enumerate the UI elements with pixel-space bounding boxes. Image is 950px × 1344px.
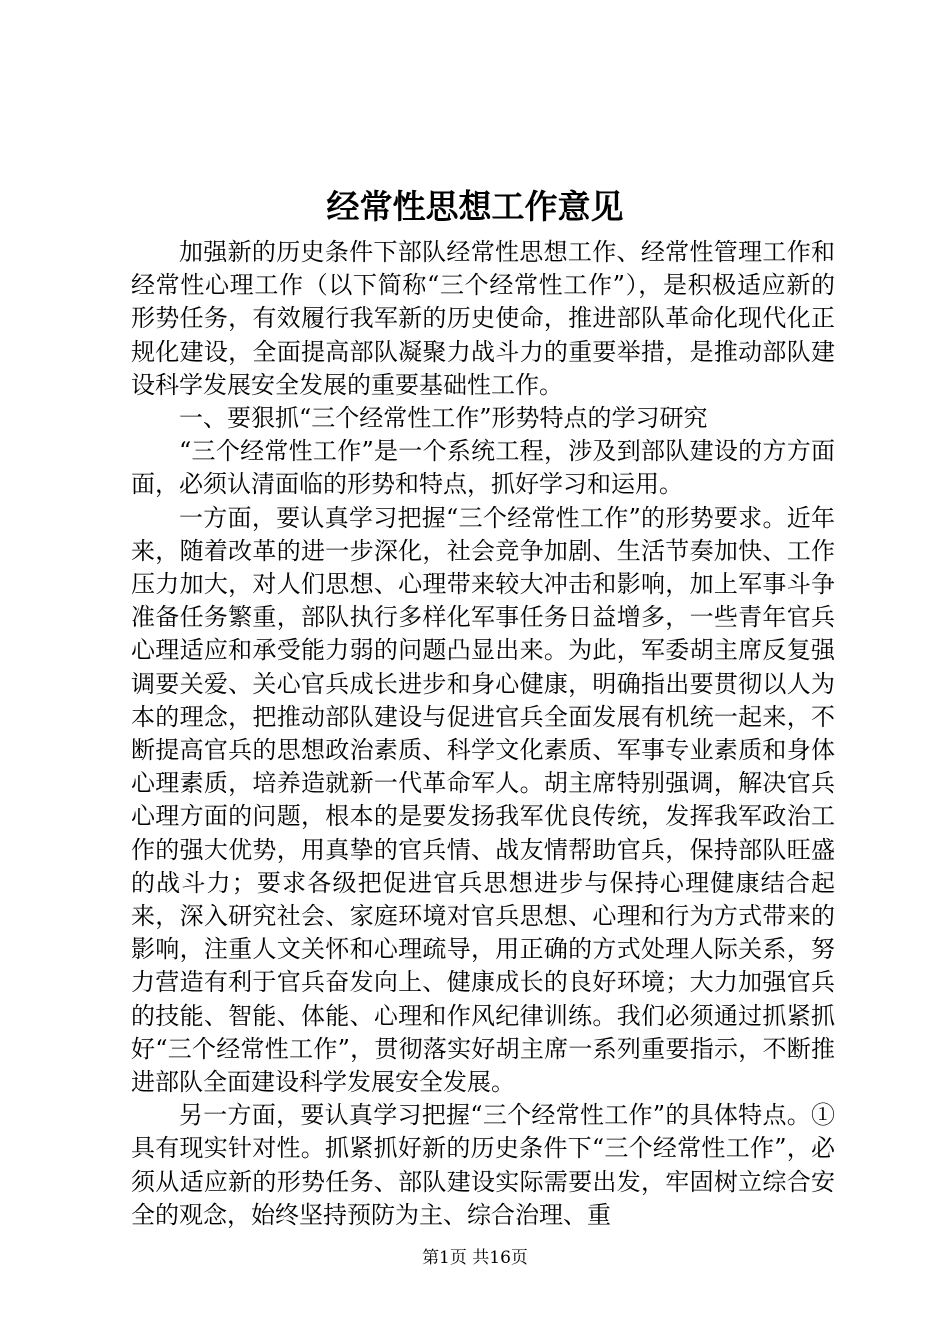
paragraph-situation-requirements: 一方面，要认真学习把握“三个经常性工作”的形势要求。近年来，随着改革的进一步深化，社会竞争加剧、生活节奏加快、工作压力加大，对人们思想、心理带来较大冲击和影响，加上军事斗争准备任务繁重，部队执行多样化军事任务日益增多，一些青年官兵心理适应和承受能力弱的问题凸显出来。为此，军委胡主席反复强调要关爱、关心官兵成长进步和身心健康，明确指出要贯彻以人为本的理念，把推动部队建设与促进官兵全面发展有机统一起来，不断提高官兵的思想政治素质、科学文化素质、军事专业素质和身体心理素质，培养造就新一代革命军人。胡主席特别强调，解决官兵心理方面的问题，根本的是要发扬我军优良传统，发挥我军政治工作的强大优势，用真挚的官兵情、战友情帮助官兵，保持部队旺盛的战斗力；要求各级把促进官兵思想进步与保持心理健康结合起来，深入研究社会、家庭环境对官兵思想、心理和行为方式带来的影响，注重人文关怀和心理疏导，用正确的方式处理人际关系，努力营造有利于官兵奋发向上、健康成长的良好环境；大力加强官兵的技能、智能、体能、心理和作风纪律训练。我们必须通过抓紧抓好“三个经常性工作”，贯彻落实好胡主席一系列重要指示，不断推进部队全面建设科学发展安全发展。 — [131, 503, 835, 1097]
document-body — [131, 236, 835, 1232]
section-heading-1: 一、要狠抓“三个经常性工作”形势特点的学习研究 — [179, 404, 708, 433]
paragraph-intro: 加强新的历史条件下部队经常性思想工作、经常性管理工作和经常性心理工作（以下简称“三个经常性工作”），是积极适应新的形势任务，有效履行我军新的历史使命，推进部队革命化现代化正规化建设，全面提高部队凝聚力战斗力的重要举措，是推动部队建设科学发展安全发展的重要基础性工作。 — [131, 238, 835, 399]
page-footer: 第1页 共16页 — [422, 1248, 528, 1268]
paragraph-overview: “三个经常性工作”是一个系统工程，涉及到部队建设的方方面面，必须认清面临的形势和特点，抓好学习和运用。 — [131, 437, 835, 499]
document-title: 经常性思想工作意见 — [326, 187, 624, 226]
paragraph-specific-features: 另一方面，要认真学习把握“三个经常性工作”的具体特点。①具有现实针对性。抓紧抓好新的历史条件下“三个经常性工作”，必须从适应新的形势任务、部队建设实际需要出发，牢固树立综合安全的观念，始终坚持预防为主、综合治理、重 — [131, 1101, 835, 1229]
